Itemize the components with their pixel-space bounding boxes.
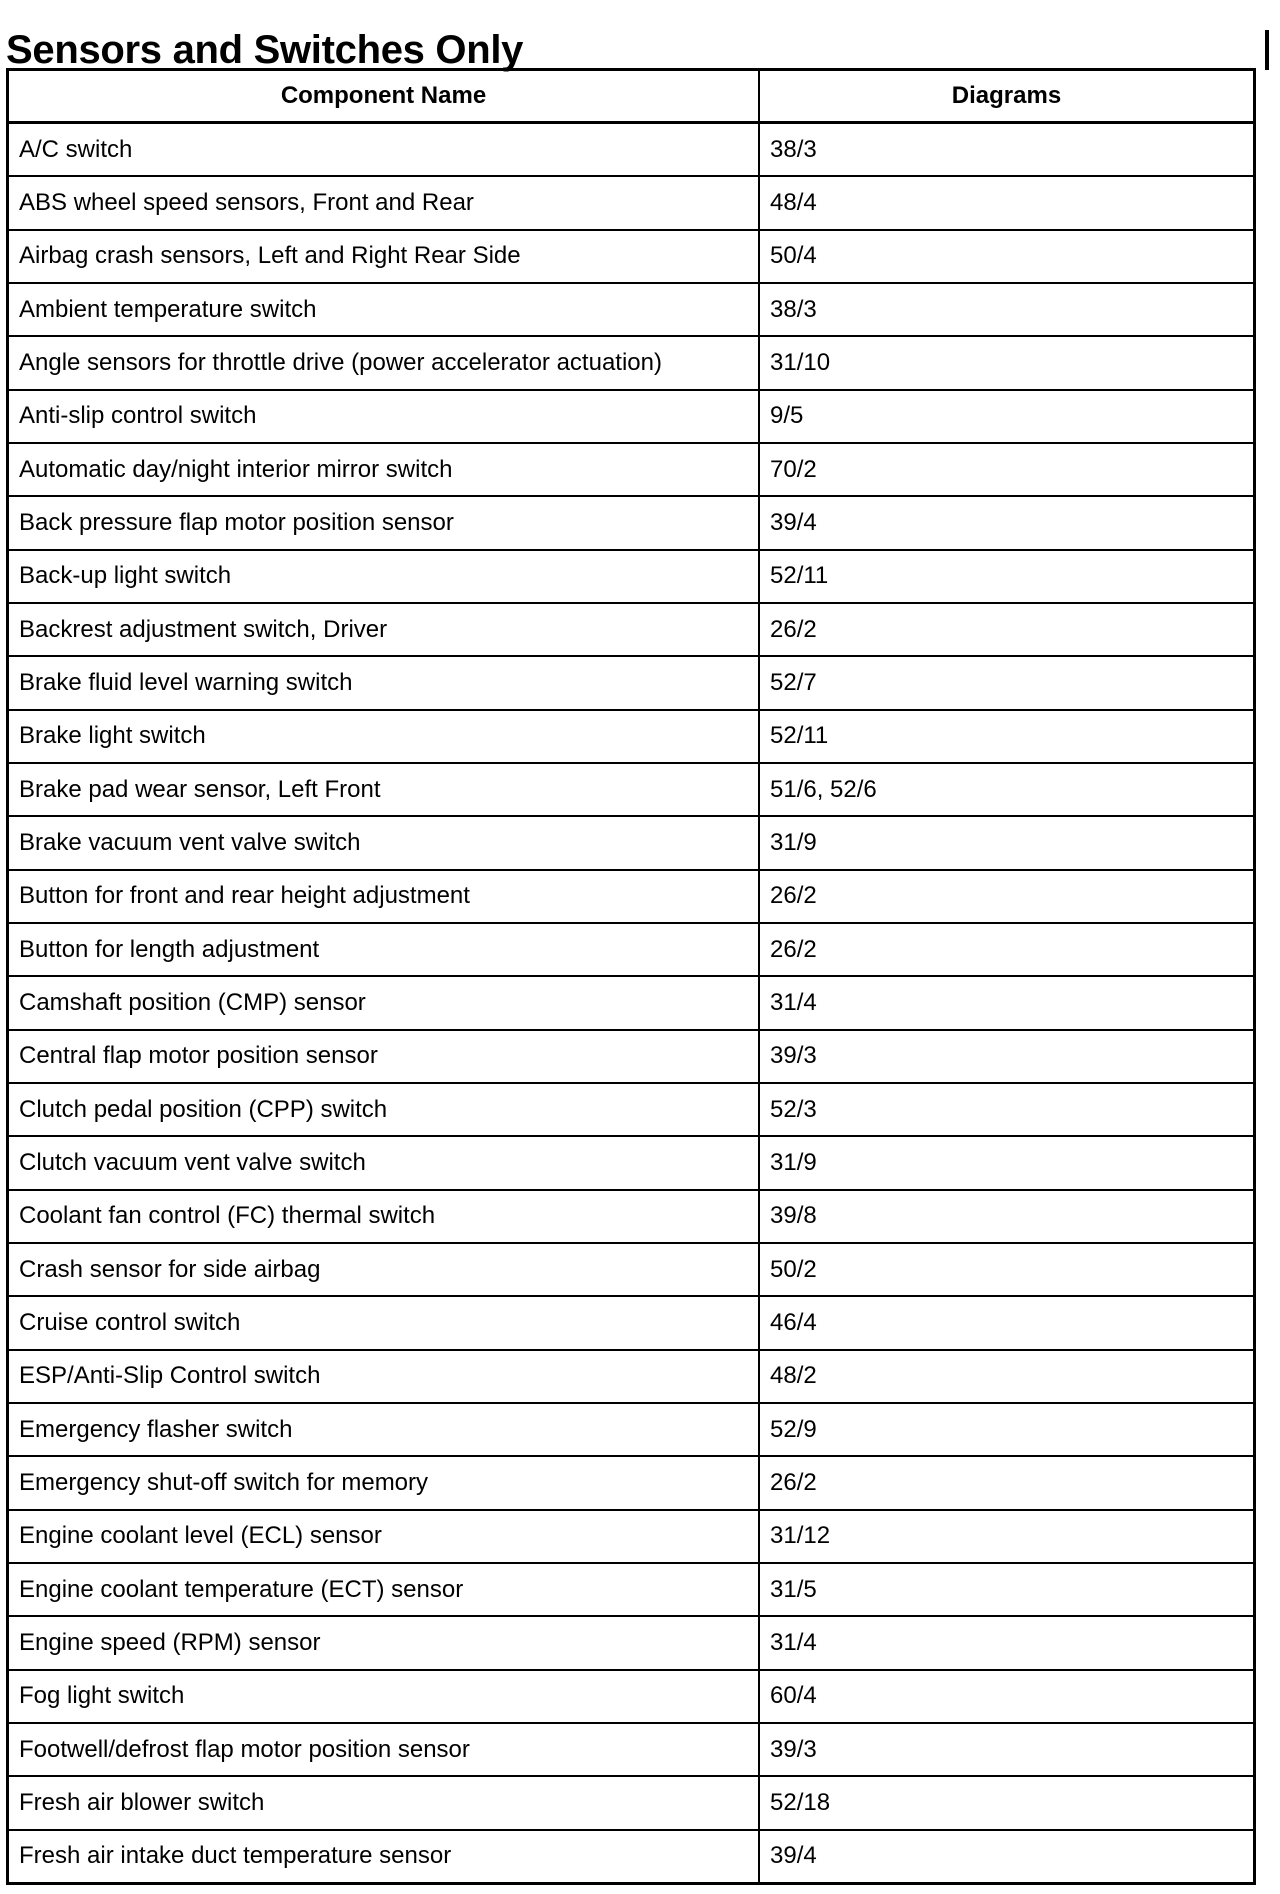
table-row	[9, 1616, 1253, 1669]
table-row	[9, 390, 1253, 443]
diagrams-cell: 52/18	[759, 1776, 1253, 1829]
component-name-cell: Angle sensors for throttle drive (power accelerator actuation)	[9, 336, 759, 389]
diagrams-cell: 52/3	[759, 1083, 1253, 1136]
table-row	[9, 123, 1253, 177]
column-header-component-name: Component Name	[9, 71, 759, 123]
component-name-cell: Back-up light switch	[9, 550, 759, 603]
table-header-row	[9, 71, 1253, 123]
table-row	[9, 230, 1253, 283]
table-row	[9, 763, 1253, 816]
page-title: Sensors and Switches Only	[6, 27, 524, 72]
component-name-cell: Fresh air intake duct temperature sensor	[9, 1830, 759, 1883]
page-edge-mark	[1265, 0, 1280, 1894]
diagrams-cell: 31/5	[759, 1563, 1253, 1616]
table-row	[9, 550, 1253, 603]
component-name-cell: Back pressure flap motor position sensor	[9, 496, 759, 549]
component-name-cell: A/C switch	[9, 123, 759, 177]
diagrams-cell: 31/12	[759, 1510, 1253, 1563]
component-name-cell: Brake vacuum vent valve switch	[9, 816, 759, 869]
component-name-cell: Central flap motor position sensor	[9, 1030, 759, 1083]
table-row	[9, 1830, 1253, 1883]
table-row	[9, 1136, 1253, 1189]
table-row	[9, 710, 1253, 763]
diagrams-cell: 26/2	[759, 603, 1253, 656]
table-row	[9, 1350, 1253, 1403]
diagrams-cell: 31/9	[759, 1136, 1253, 1189]
diagrams-cell: 39/8	[759, 1190, 1253, 1243]
table-row	[9, 1190, 1253, 1243]
diagrams-cell: 9/5	[759, 390, 1253, 443]
table-row	[9, 816, 1253, 869]
component-name-cell: Fog light switch	[9, 1670, 759, 1723]
table-row	[9, 870, 1253, 923]
component-name-cell: Button for length adjustment	[9, 923, 759, 976]
table-row	[9, 176, 1253, 229]
diagrams-cell: 31/4	[759, 1616, 1253, 1669]
component-name-cell: Fresh air blower switch	[9, 1776, 759, 1829]
component-name-cell: Button for front and rear height adjustment	[9, 870, 759, 923]
table-row	[9, 1776, 1253, 1829]
diagrams-cell: 31/10	[759, 336, 1253, 389]
table-row	[9, 1723, 1253, 1776]
component-name-cell: Clutch pedal position (CPP) switch	[9, 1083, 759, 1136]
diagrams-cell: 26/2	[759, 870, 1253, 923]
diagrams-cell: 48/4	[759, 176, 1253, 229]
diagrams-cell: 39/4	[770, 1842, 817, 1870]
diagrams-cell: 52/11	[759, 710, 1253, 763]
table-row	[9, 1030, 1253, 1083]
diagrams-cell: 48/2	[759, 1350, 1253, 1403]
table-body	[9, 123, 1253, 1883]
component-name-cell: Ambient temperature switch	[9, 283, 759, 336]
table-row	[9, 1083, 1253, 1136]
table-row	[9, 1296, 1253, 1349]
diagrams-cell: 39/4	[759, 496, 1253, 549]
component-name-cell: Automatic day/night interior mirror switch	[9, 443, 759, 496]
diagrams-cell: 38/3	[759, 123, 1253, 177]
component-name-cell: Brake light switch	[9, 710, 759, 763]
component-name-cell: Anti-slip control switch	[9, 390, 759, 443]
diagrams-cell: 52/9	[759, 1403, 1253, 1456]
component-name-cell: Engine coolant level (ECL) sensor	[9, 1510, 759, 1563]
component-name-cell: Crash sensor for side airbag	[9, 1243, 759, 1296]
table-row	[9, 656, 1253, 709]
table-row	[9, 1510, 1253, 1563]
table-row	[9, 603, 1253, 656]
diagrams-cell: 50/2	[759, 1243, 1253, 1296]
table-row	[9, 336, 1253, 389]
diagrams-cell: 52/7	[759, 656, 1253, 709]
diagrams-cell: 60/4	[759, 1670, 1253, 1723]
table-row	[9, 976, 1253, 1029]
components-table-frame	[6, 68, 1256, 1885]
component-name-cell: Engine coolant temperature (ECT) sensor	[9, 1563, 759, 1616]
component-name-cell: Airbag crash sensors, Left and Right Rear Side	[9, 230, 759, 283]
table-row	[9, 923, 1253, 976]
diagrams-cell: 26/2	[759, 923, 1253, 976]
component-name-cell: Brake fluid level warning switch	[9, 656, 759, 709]
table-row	[9, 283, 1253, 336]
table-row	[9, 1563, 1253, 1616]
component-name-cell: Footwell/defrost flap motor position sensor	[9, 1723, 759, 1776]
component-name-cell: Brake pad wear sensor, Left Front	[9, 763, 759, 816]
table-row	[9, 443, 1253, 496]
diagrams-cell: 31/4	[759, 976, 1253, 1029]
component-name-cell: Backrest adjustment switch, Driver	[9, 603, 759, 656]
column-header-diagrams: Diagrams	[759, 71, 1253, 123]
diagrams-cell: 50/4	[759, 230, 1253, 283]
diagrams-cell: 46/4	[759, 1296, 1253, 1349]
diagrams-cell: 70/2	[759, 443, 1253, 496]
component-name-cell: Cruise control switch	[9, 1296, 759, 1349]
diagrams-cell: 52/11	[759, 550, 1253, 603]
diagrams-cell: 31/9	[759, 816, 1253, 869]
table-row	[9, 1243, 1253, 1296]
table-row	[9, 1670, 1253, 1723]
component-name-cell: Camshaft position (CMP) sensor	[9, 976, 759, 1029]
diagrams-cell: 39/3	[759, 1723, 1253, 1776]
diagrams-cell: 38/3	[759, 283, 1253, 336]
table-row	[9, 1403, 1253, 1456]
diagrams-cell: 39/3	[759, 1030, 1253, 1083]
component-name-cell: Clutch vacuum vent valve switch	[9, 1136, 759, 1189]
table-row	[9, 496, 1253, 549]
component-name-cell: Emergency flasher switch	[9, 1403, 759, 1456]
component-name-cell: Engine speed (RPM) sensor	[9, 1616, 759, 1669]
diagrams-cell: 26/2	[759, 1456, 1253, 1509]
component-name-cell: ABS wheel speed sensors, Front and Rear	[9, 176, 759, 229]
component-name-cell: Emergency shut-off switch for memory	[9, 1456, 759, 1509]
component-name-cell: Coolant fan control (FC) thermal switch	[9, 1190, 759, 1243]
components-table	[9, 71, 1253, 1882]
component-name-cell: ESP/Anti-Slip Control switch	[9, 1350, 759, 1403]
table-row	[9, 1456, 1253, 1509]
diagrams-cell: 51/6, 52/6	[759, 763, 1253, 816]
